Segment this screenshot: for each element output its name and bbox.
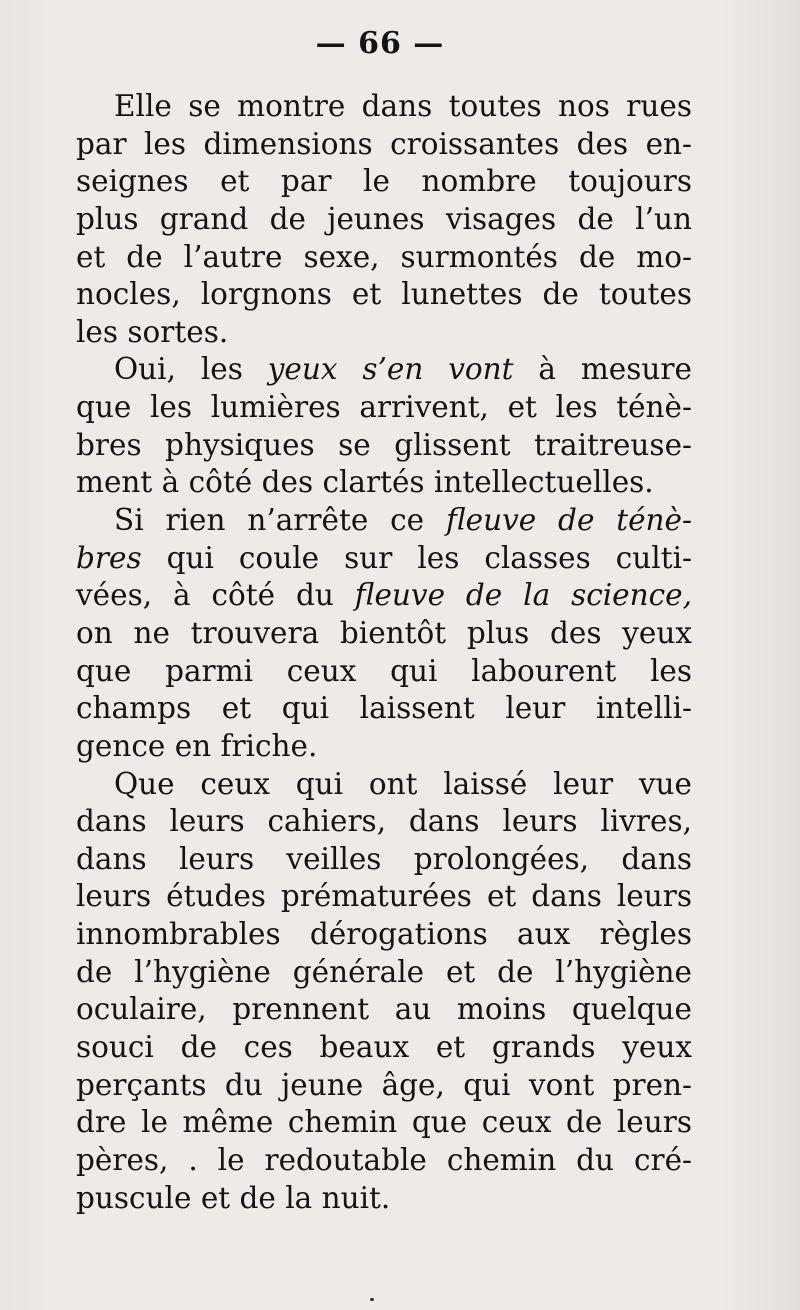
text-segment: plus grand de jeunes visages de l’un <box>76 201 692 236</box>
text-line <box>76 126 692 164</box>
text-segment: que parmi ceux qui labourent les <box>76 653 692 688</box>
text-segment: de l’hygiène générale et de l’hygiène <box>76 954 692 989</box>
text-segment: bres physiques se glissent traitreuse- <box>76 427 692 462</box>
text-segment: qui coule sur les classes culti- <box>141 540 692 575</box>
text-segment: par les dimensions croissantes des en- <box>76 126 692 161</box>
text-line <box>76 540 692 578</box>
text-line <box>76 389 692 427</box>
text-line <box>76 201 692 239</box>
italic-phrase: bres <box>76 540 142 575</box>
text-segment: champs et qui laissent leur intelli- <box>76 691 692 726</box>
text-line <box>76 690 692 728</box>
text-line <box>76 653 692 691</box>
text-line <box>76 803 692 841</box>
text-segment: innombrables dérogations aux règles <box>76 917 692 952</box>
text-line <box>76 239 692 277</box>
text-segment: ment à côté des clartés intellectuelles. <box>76 465 654 500</box>
text-line <box>76 1067 692 1105</box>
text-line <box>76 577 692 615</box>
text-segment: dans leurs veilles prolongées, dans <box>76 841 692 876</box>
print-speck <box>370 1298 374 1301</box>
text-segment: souci de ces beaux et grands yeux <box>76 1030 692 1065</box>
text-segment: puscule et de la nuit. <box>76 1180 391 1215</box>
text-line <box>76 276 692 314</box>
italic-phrase: fleuve de ténè- <box>445 503 692 538</box>
text-segment: Si rien n’arrête ce <box>114 503 446 538</box>
text-line <box>76 878 692 916</box>
text-line <box>76 1104 692 1142</box>
text-segment: Elle se montre dans toutes nos rues <box>114 89 692 123</box>
italic-phrase: fleuve de la science, <box>354 578 692 613</box>
text-line <box>76 728 692 766</box>
text-line <box>76 163 692 201</box>
text-line <box>76 427 692 465</box>
text-segment: les sortes. <box>76 314 229 349</box>
text-segment: dre le même chemin que ceux de leurs <box>76 1105 692 1140</box>
text-segment: pères, . le redoutable chemin du cré- <box>76 1142 692 1177</box>
text-line <box>76 502 692 540</box>
text-line <box>76 1142 692 1180</box>
text-segment: seignes et par le nombre toujours <box>76 164 692 199</box>
text-line <box>76 916 692 954</box>
text-line <box>76 615 692 653</box>
text-line <box>76 1029 692 1067</box>
text-line <box>76 841 692 879</box>
text-segment: que les lumières arrivent, et les ténè- <box>76 390 692 425</box>
text-line <box>76 351 692 389</box>
text-line <box>76 766 692 804</box>
text-line <box>76 1180 692 1218</box>
text-line <box>76 314 692 352</box>
text-line <box>76 991 692 1029</box>
page-number: — 66 — <box>315 26 445 61</box>
text-segment: et de l’autre sexe, surmontés de mo- <box>76 239 692 274</box>
text-line <box>76 954 692 992</box>
body-text <box>76 88 692 1217</box>
text-segment: gence en friche. <box>76 728 318 763</box>
text-segment: perçants du jeune âge, qui vont pren- <box>76 1067 692 1102</box>
italic-phrase: yeux s’en vont <box>267 352 514 387</box>
text-segment: Que ceux qui ont laissé leur vue <box>114 766 692 801</box>
text-segment: on ne trouvera bientôt plus des yeux <box>76 615 692 650</box>
text-line <box>76 88 692 126</box>
text-line <box>76 464 692 502</box>
text-segment: leurs études prématurées et dans leurs <box>76 879 692 914</box>
text-segment: nocles, lorgnons et lunettes de toutes <box>76 277 692 312</box>
text-segment: oculaire, prennent au moins quelque <box>76 992 692 1027</box>
text-segment: Oui, les <box>114 352 268 387</box>
text-segment: à mesure <box>513 352 692 387</box>
text-segment: dans leurs cahiers, dans leurs livres, <box>76 804 692 839</box>
text-segment: vées, à côté du <box>76 578 355 613</box>
